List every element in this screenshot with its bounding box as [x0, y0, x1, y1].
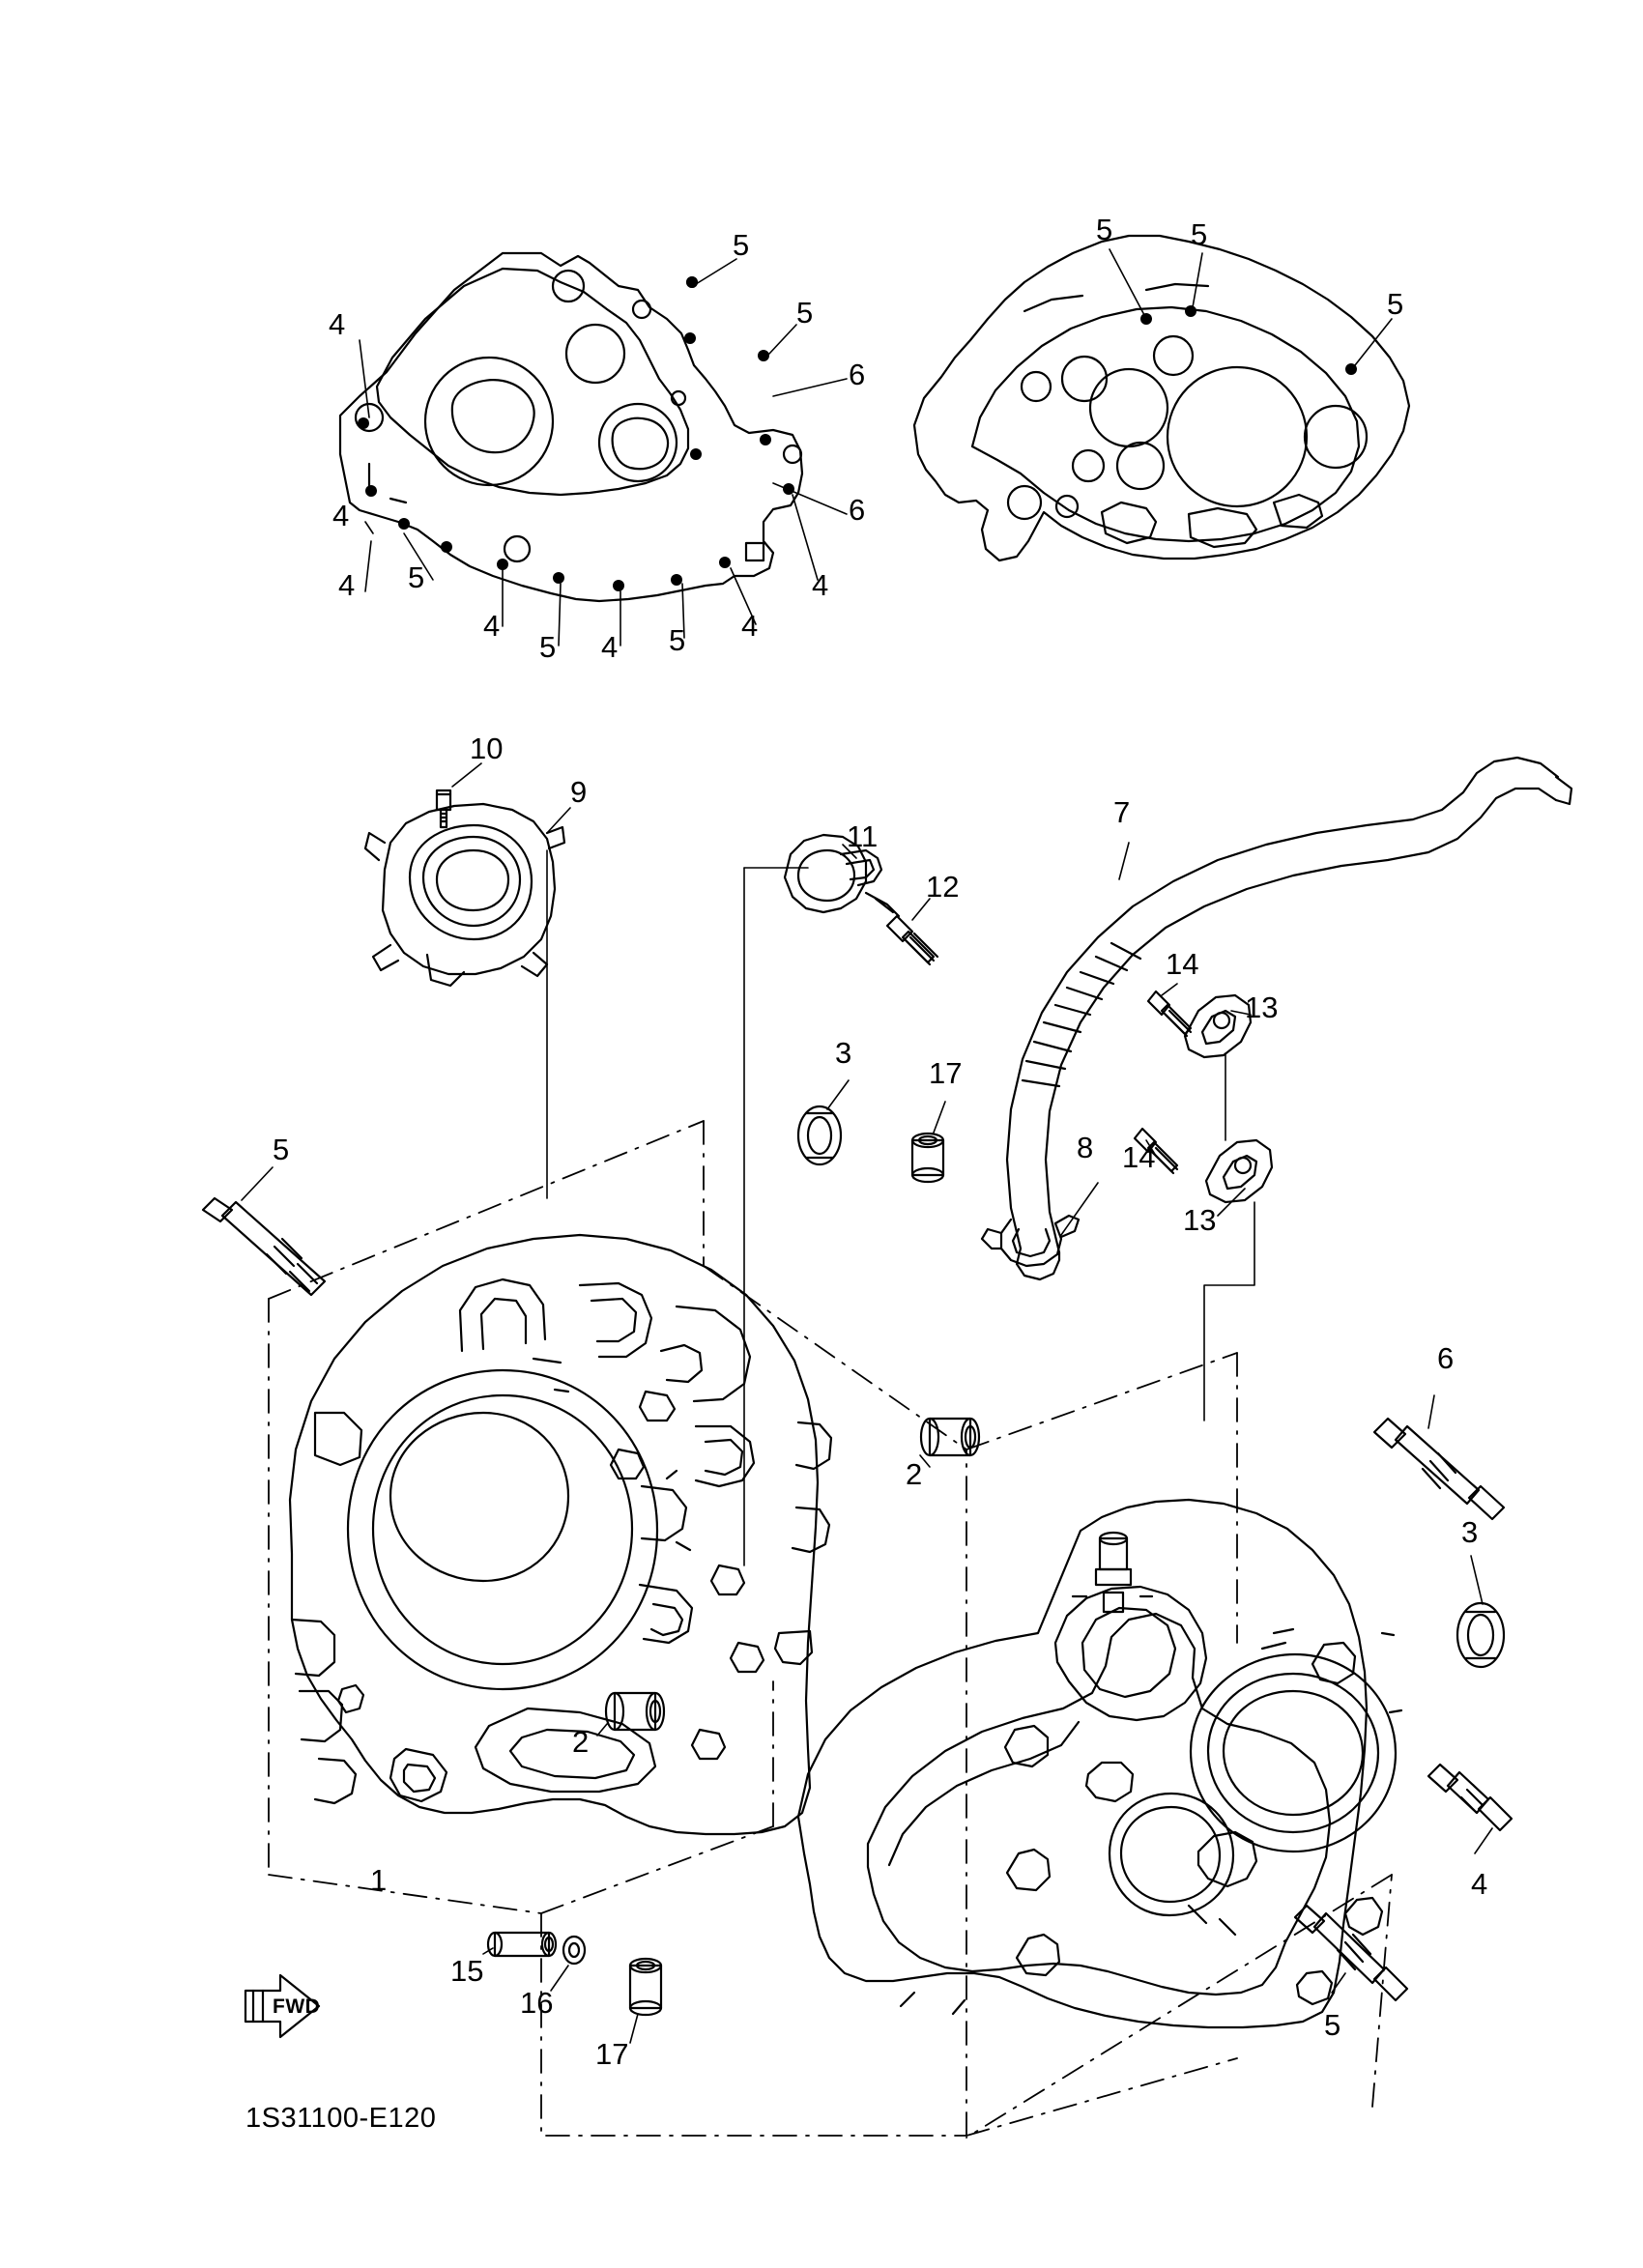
- seal-housing-screw: [437, 790, 450, 827]
- callout-5: 5: [1387, 287, 1404, 321]
- hose-clamp-lower: [982, 1216, 1079, 1266]
- callout-13: 13: [1183, 1203, 1217, 1237]
- callout-4: 4: [338, 568, 356, 602]
- callout-17: 17: [929, 1056, 963, 1090]
- dowel-pin-lower: [630, 1959, 661, 2015]
- callout-4: 4: [1471, 1867, 1488, 1901]
- callout-9: 9: [570, 775, 588, 809]
- callout-2: 2: [572, 1725, 590, 1759]
- crankcase-left-half: [290, 1235, 831, 1834]
- oil-seal-right: [1457, 1603, 1504, 1667]
- fwd-label: FWD: [273, 1995, 321, 2018]
- callout-6: 6: [849, 493, 866, 527]
- callout-14: 14: [1166, 947, 1199, 981]
- callout-4: 4: [332, 499, 350, 532]
- gasket-hole-markers-right: [1140, 305, 1357, 375]
- callout-4: 4: [483, 609, 501, 643]
- collar-lower: [606, 1693, 664, 1730]
- callout-1: 1: [370, 1863, 388, 1897]
- callout-15: 15: [450, 1954, 484, 1988]
- crankcase-bolt-4-right: [1428, 1765, 1512, 1830]
- callout-4: 4: [812, 568, 829, 602]
- callout-7: 7: [1113, 795, 1131, 829]
- oil-seal-small-upper: [798, 1106, 841, 1164]
- callout-16: 16: [520, 1986, 554, 2020]
- callout-5: 5: [733, 228, 750, 262]
- crankcase-bolt-6-right: [1374, 1419, 1504, 1519]
- callout-10: 10: [470, 732, 504, 765]
- callout-5: 5: [1096, 213, 1113, 246]
- right-crankcase-cover-gasket: [914, 236, 1409, 560]
- hose-holder-bolt-upper: [1148, 991, 1191, 1036]
- callout-5: 5: [1324, 2008, 1341, 2042]
- left-crankcase-cover-gasket: [340, 253, 802, 601]
- callout-4: 4: [601, 630, 619, 664]
- callout-6: 6: [1437, 1341, 1455, 1375]
- washer-item-16: [563, 1937, 585, 1964]
- callout-17: 17: [595, 2037, 629, 2071]
- dowel-pin-upper: [912, 1134, 943, 1182]
- assembly-guide-lines: [269, 1121, 1392, 2138]
- part-number-code: 1S31100-E120: [245, 2103, 437, 2134]
- callout-13: 13: [1245, 990, 1279, 1024]
- callout-5: 5: [273, 1133, 290, 1166]
- callout-3: 3: [835, 1036, 852, 1070]
- callout-2: 2: [906, 1457, 923, 1491]
- callout-5: 5: [1191, 217, 1208, 251]
- hose-clamp-assembly: [785, 835, 937, 964]
- callout-12: 12: [926, 870, 960, 904]
- pin-item-15: [488, 1933, 556, 1956]
- crankcase-right-half: [798, 1500, 1401, 2027]
- callout-4: 4: [329, 307, 346, 341]
- callout-5: 5: [669, 623, 686, 657]
- callout-8: 8: [1077, 1131, 1094, 1164]
- callout-4: 4: [741, 609, 759, 643]
- crankshaft-seal-housing: [365, 790, 564, 986]
- callout-5: 5: [539, 630, 557, 664]
- callout-3: 3: [1461, 1515, 1479, 1549]
- callout-11: 11: [847, 819, 879, 853]
- crankcase-bolt-long-left: [203, 1198, 325, 1295]
- callout-14: 14: [1122, 1140, 1156, 1174]
- hose-holder-upper: [1148, 991, 1251, 1057]
- callout-5: 5: [796, 296, 814, 330]
- callout-5: 5: [408, 560, 425, 594]
- crankcase-bolt-5-bottom: [1295, 1906, 1407, 2000]
- clamp-bolt: [887, 916, 937, 964]
- callout-6: 6: [849, 358, 866, 391]
